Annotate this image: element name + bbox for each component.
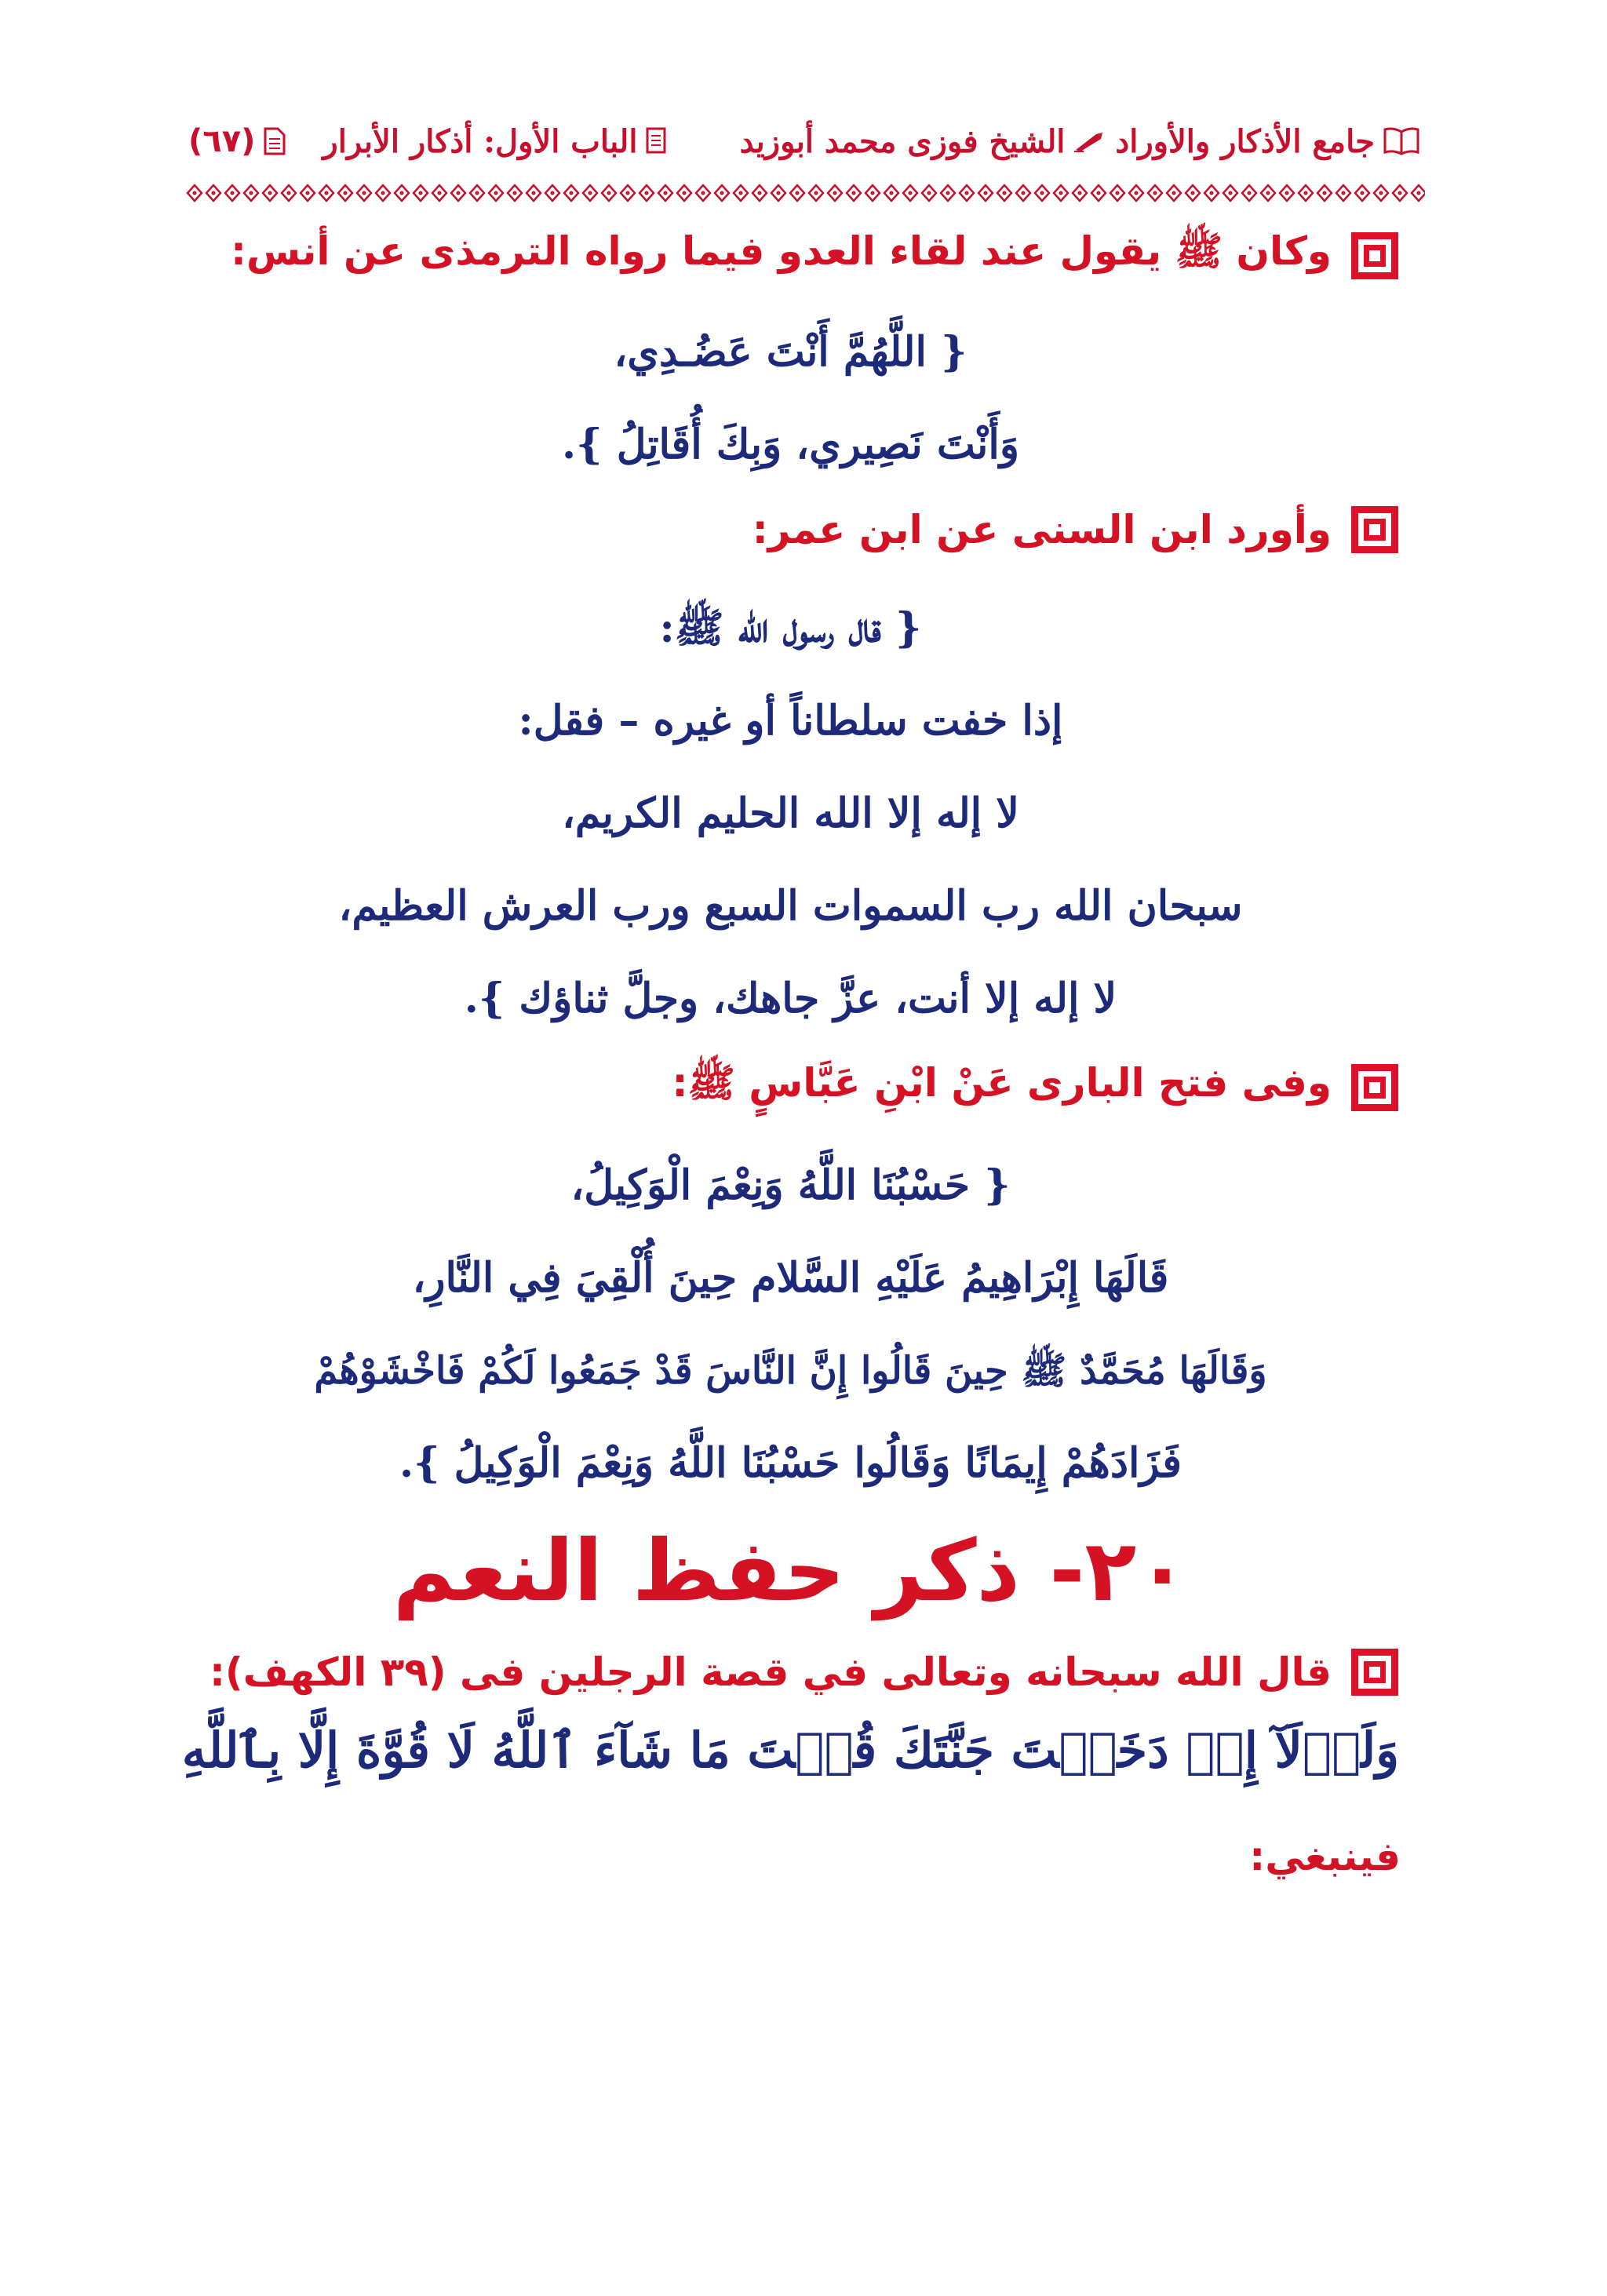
book-title-group xyxy=(740,123,1420,160)
quote-line: سبحان الله رب السموات السبع ورب العرش العظيم، xyxy=(338,882,1243,930)
quote-line: إذا خفت سلطاناً أو غيره – فقل: xyxy=(518,697,1063,745)
page-icon xyxy=(263,126,286,156)
quote-line: لا إله إلا أنت، عزَّ جاهك، وجلَّ ثناؤك }. xyxy=(464,975,1117,1022)
page-header xyxy=(188,110,1420,173)
chapter-title: الباب الأول: أذكار الأبرار xyxy=(322,122,638,160)
quote-line: { قال رسول الله ﷺ: xyxy=(659,604,922,652)
section-2-intro xyxy=(180,504,1401,556)
section-1-intro-text: وكان ﷺ يقول عند لقاء العدو فيما رواه الترمذى عن أنس: xyxy=(230,228,1332,274)
quran-verse xyxy=(180,1722,1401,1779)
book-title: جامع الأذكار والأوراد xyxy=(1115,122,1375,160)
page-number: (٦٧) xyxy=(188,123,256,159)
content xyxy=(180,228,1401,1879)
quote-line: وَقَالَهَا مُحَمَّدٌ ﷺ حِينَ قَالُوا إِنَّ النَّاسَ قَدْ جَمَعُوا لَكُمْ فَاخْشَوْهُمْ xyxy=(314,1349,1267,1393)
square-bullet-icon xyxy=(1349,504,1401,556)
chapter-group xyxy=(188,123,669,160)
document-icon xyxy=(645,126,669,156)
square-bullet-icon xyxy=(1349,1062,1401,1113)
quote-line: قَالَهَا إِبْرَاهِيمُ عَلَيْهِ السَّلام حِينَ أُلْقِيَ فِي النَّارِ، xyxy=(412,1254,1169,1302)
closing-text: فينبغي: xyxy=(1249,1834,1401,1879)
section-heading: ٢٠- ذكر حفظ النعم xyxy=(392,1522,1189,1620)
pen-icon xyxy=(1073,129,1107,153)
square-bullet-icon xyxy=(1349,1646,1401,1698)
quran-verse-text: وَلَوۡلَآ إِذۡ دَخَلۡتَ جَنَّتَكَ قُلۡتَ مَا شَآءَ ٱللَّهُ لَا قُوَّةَ إِلَّا بِٱللَّهِ xyxy=(181,1722,1400,1779)
open-book-icon xyxy=(1383,127,1420,155)
quote-line: فَزَادَهُمْ إِيمَانًا وَقَالُوا حَسْبُنَا اللَّهُ وَنِعْمَ الْوَكِيلُ }. xyxy=(399,1439,1182,1487)
section-2-intro-text: وأورد ابن السنى عن ابن عمر: xyxy=(752,507,1332,552)
quote-line: { حَسْبُنَا اللَّهُ وَنِعْمَ الْوَكِيلُ، xyxy=(570,1161,1011,1209)
ornament-border xyxy=(185,183,1425,203)
author-name: الشيخ فوزى محمد أبوزيد xyxy=(739,122,1066,160)
section-4-intro-text: قال الله سبحانه وتعالى في قصة الرجلين فى (٣٩ الكهف): xyxy=(209,1649,1332,1695)
section-4-intro xyxy=(180,1646,1401,1698)
quote-line: وَأَنْتَ نَصِيري، وَبِكَ أُقَاتِلُ }. xyxy=(562,421,1019,468)
quote-line: لا إله إلا الله الحليم الكريم، xyxy=(562,789,1019,837)
quote-line: { اللَّهُمَّ أَنْتَ عَضُـدِي، xyxy=(614,328,967,376)
section-3-intro-text: وفى فتح البارى عَنْ ابْنِ عَبَّاسٍ ﷺ: xyxy=(672,1060,1332,1106)
section-1-intro xyxy=(180,228,1401,284)
square-bullet-icon xyxy=(1349,230,1401,282)
section-3-intro xyxy=(180,1059,1401,1116)
